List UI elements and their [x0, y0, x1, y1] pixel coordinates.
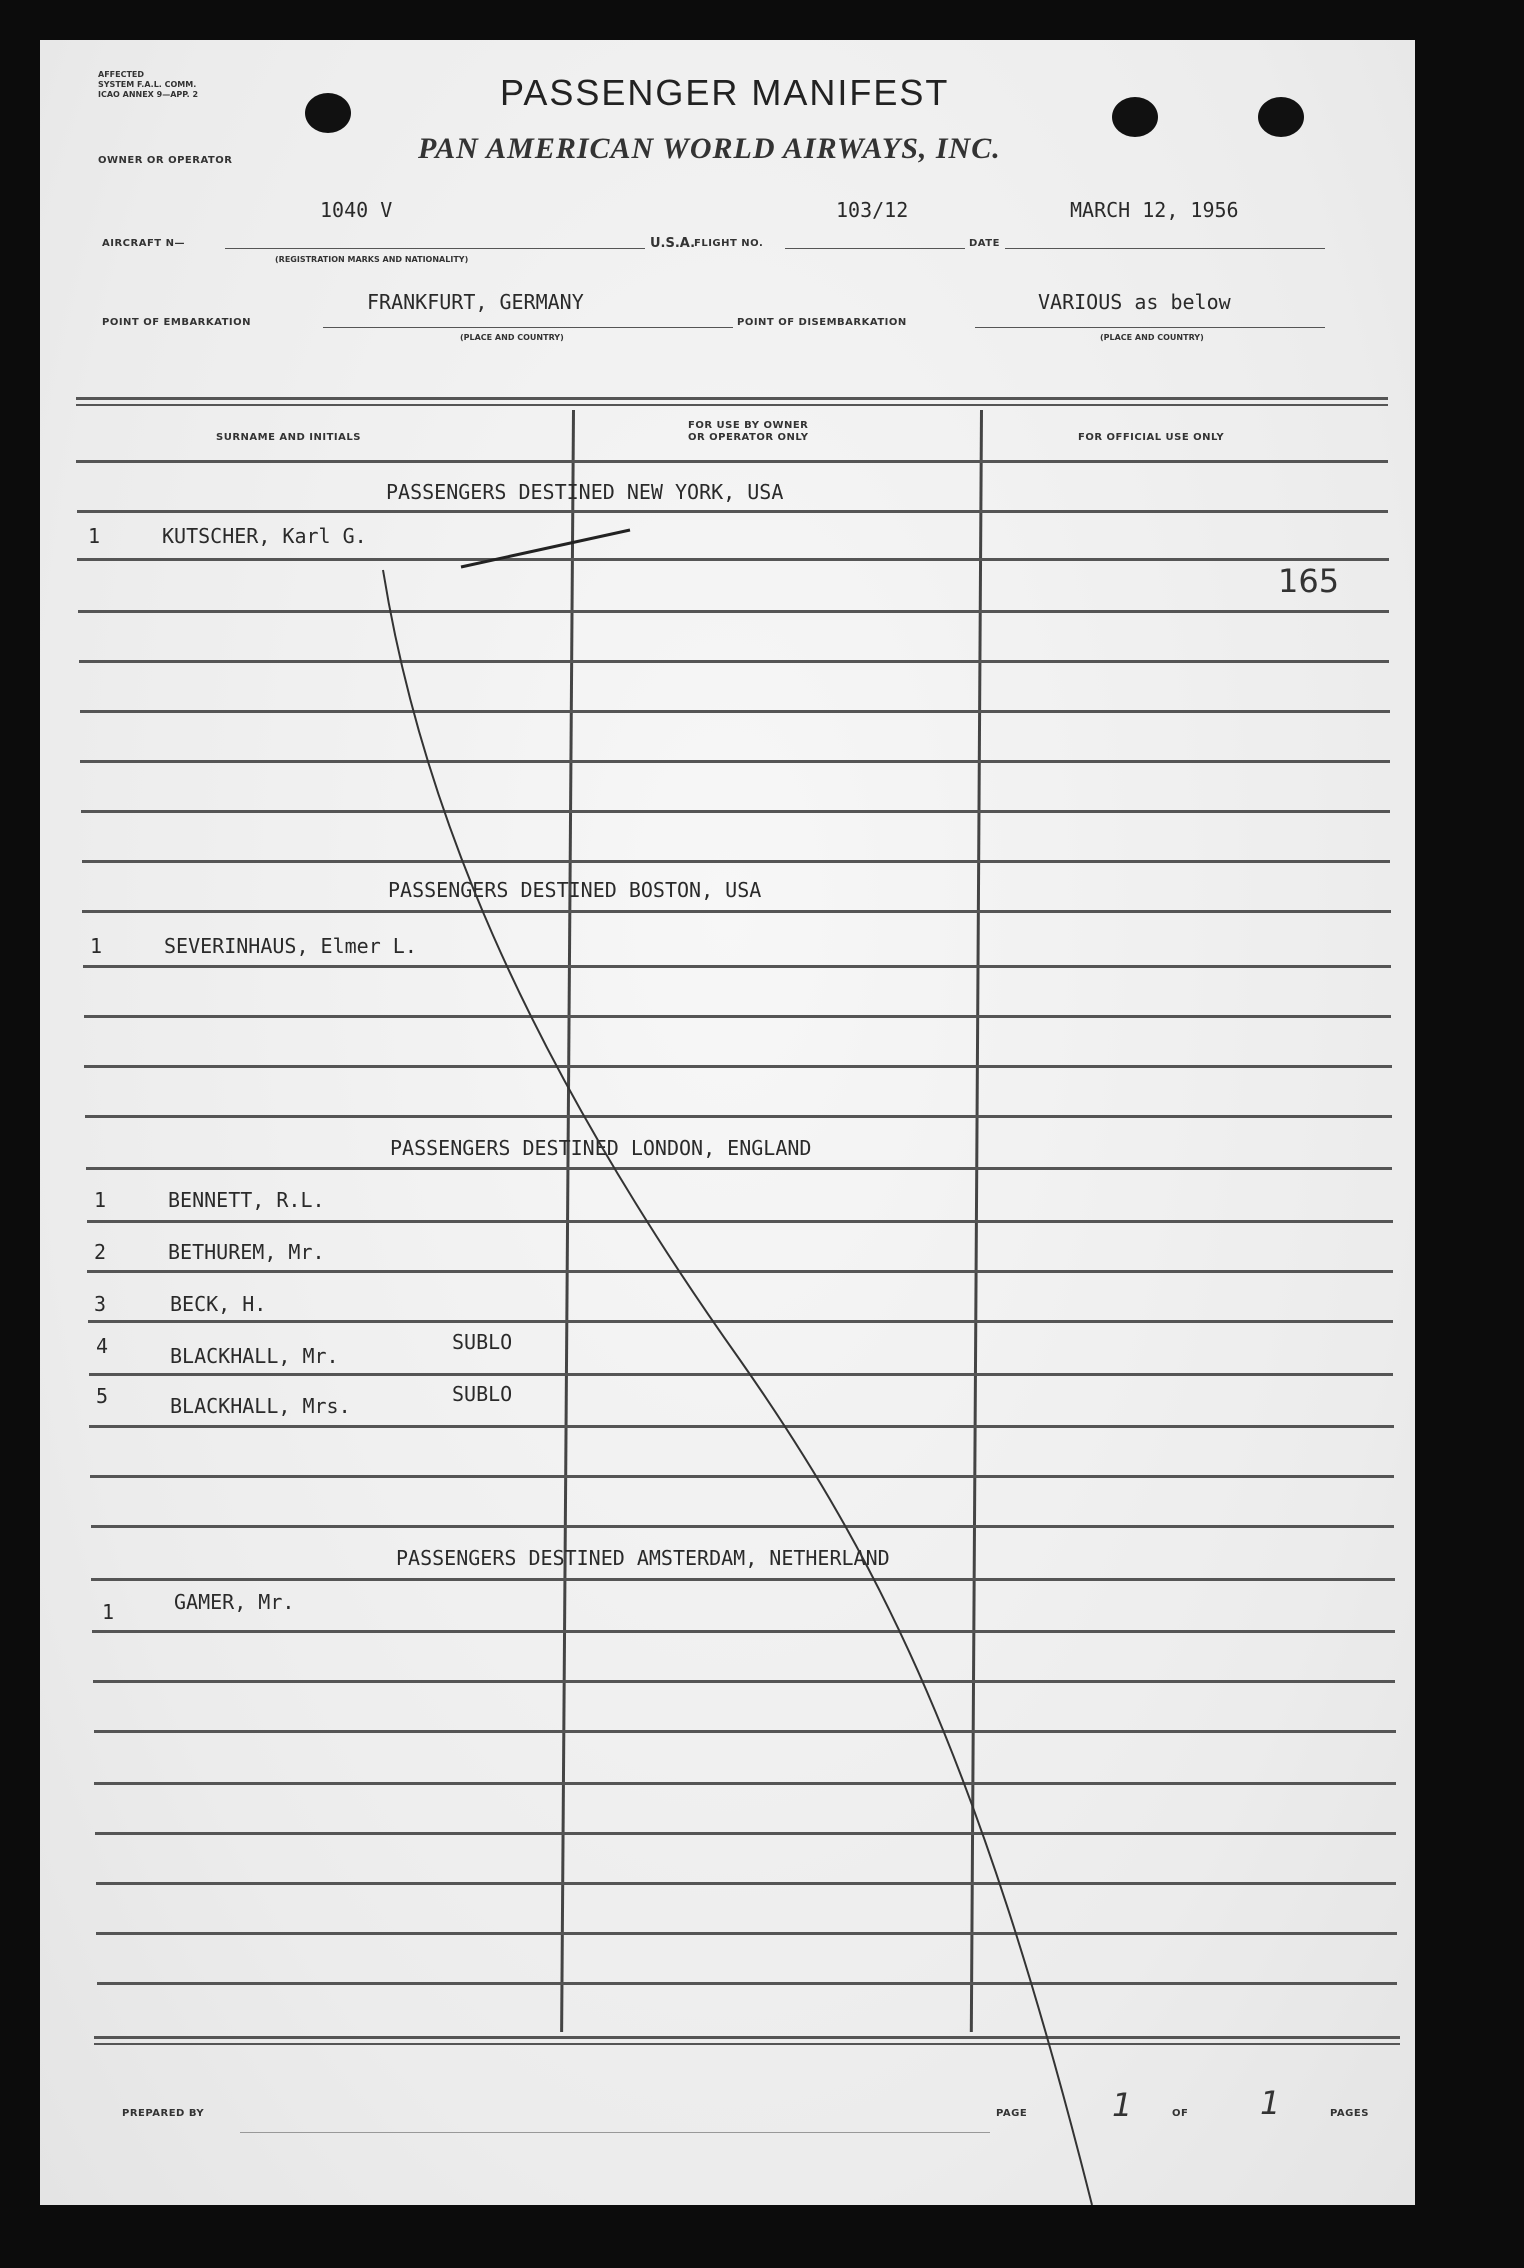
passenger-note: SUBLO — [452, 1330, 513, 1354]
official-annotation: 165 — [1278, 562, 1340, 600]
passenger-number: 4 — [96, 1334, 109, 1358]
passenger-name: KUTSCHER, Karl G. — [162, 524, 367, 548]
passenger-number: 1 — [90, 934, 103, 958]
prepared-by-label: PREPARED BY — [122, 2108, 205, 2119]
passenger-name: GAMER, Mr. — [174, 1590, 295, 1614]
group-heading: PASSENGERS DESTINED BOSTON, USA — [388, 878, 762, 902]
passenger-name: BLACKHALL, Mrs. — [170, 1394, 351, 1418]
group-heading: PASSENGERS DESTINED NEW YORK, USA — [386, 480, 784, 504]
flight-label: FLIGHT NO. — [694, 238, 764, 249]
column-owner-header-2: OR OPERATOR ONLY — [688, 432, 809, 443]
diagonal-strike-line — [383, 570, 1092, 2205]
passenger-name: BECK, H. — [170, 1292, 267, 1316]
aircraft-label: AIRCRAFT N— — [102, 238, 185, 249]
passenger-number: 1 — [94, 1188, 107, 1212]
passenger-name: BENNETT, R.L. — [168, 1188, 325, 1212]
reference-line-3: ICAO ANNEX 9—APP. 2 — [98, 90, 199, 99]
pencil-strike-overlay — [40, 40, 1415, 2205]
passenger-name: BLACKHALL, Mr. — [170, 1344, 339, 1368]
disembarkation-caption: (PLACE AND COUNTRY) — [1100, 333, 1204, 342]
disembarkation-label: POINT OF DISEMBARKATION — [737, 317, 907, 328]
passenger-number: 1 — [102, 1600, 115, 1624]
passenger-number: 3 — [94, 1292, 107, 1316]
embarkation-label: POINT OF EMBARKATION — [102, 317, 252, 328]
embarkation-value: FRANKFURT, GERMANY — [367, 290, 584, 314]
aircraft-value: 1040 V — [320, 198, 393, 222]
passenger-name: SEVERINHAUS, Elmer L. — [164, 934, 417, 958]
passenger-number: 5 — [96, 1384, 109, 1408]
disembarkation-value: VARIOUS as below — [1038, 290, 1231, 314]
column-official-header: FOR OFFICIAL USE ONLY — [1078, 432, 1225, 443]
group-heading: PASSENGERS DESTINED AMSTERDAM, NETHERLAND — [396, 1546, 890, 1570]
of-label: OF — [1172, 2108, 1189, 2119]
airline-name: PAN AMERICAN WORLD AIRWAYS, INC. — [418, 132, 1001, 165]
page-label: PAGE — [996, 2108, 1028, 2119]
form-title: PASSENGER MANIFEST — [500, 72, 950, 113]
registration-caption: (REGISTRATION MARKS AND NATIONALITY) — [275, 255, 469, 264]
date-value: MARCH 12, 1956 — [1070, 198, 1239, 222]
column-owner-header-1: FOR USE BY OWNER — [688, 420, 809, 431]
column-surname-header: SURNAME AND INITIALS — [216, 432, 361, 443]
page-value: 1 — [1112, 2086, 1133, 2124]
group-heading: PASSENGERS DESTINED LONDON, ENGLAND — [390, 1136, 812, 1160]
name-strike-mark — [461, 530, 630, 567]
flight-value: 103/12 — [836, 198, 909, 222]
passenger-number: 2 — [94, 1240, 107, 1264]
usa-label: U.S.A. — [650, 236, 696, 251]
pages-label: PAGES — [1330, 2108, 1369, 2119]
embarkation-caption: (PLACE AND COUNTRY) — [460, 333, 564, 342]
passenger-note: SUBLO — [452, 1382, 513, 1406]
passenger-name: BETHUREM, Mr. — [168, 1240, 325, 1264]
owner-label: OWNER OR OPERATOR — [98, 155, 233, 166]
passenger-number: 1 — [88, 524, 101, 548]
reference-line-2: SYSTEM F.A.L. COMM. — [98, 80, 197, 89]
of-value: 1 — [1260, 2084, 1281, 2122]
date-label: DATE — [969, 238, 1000, 249]
reference-line-1: AFFECTED — [98, 70, 145, 79]
manifest-sheet — [40, 40, 1415, 2205]
